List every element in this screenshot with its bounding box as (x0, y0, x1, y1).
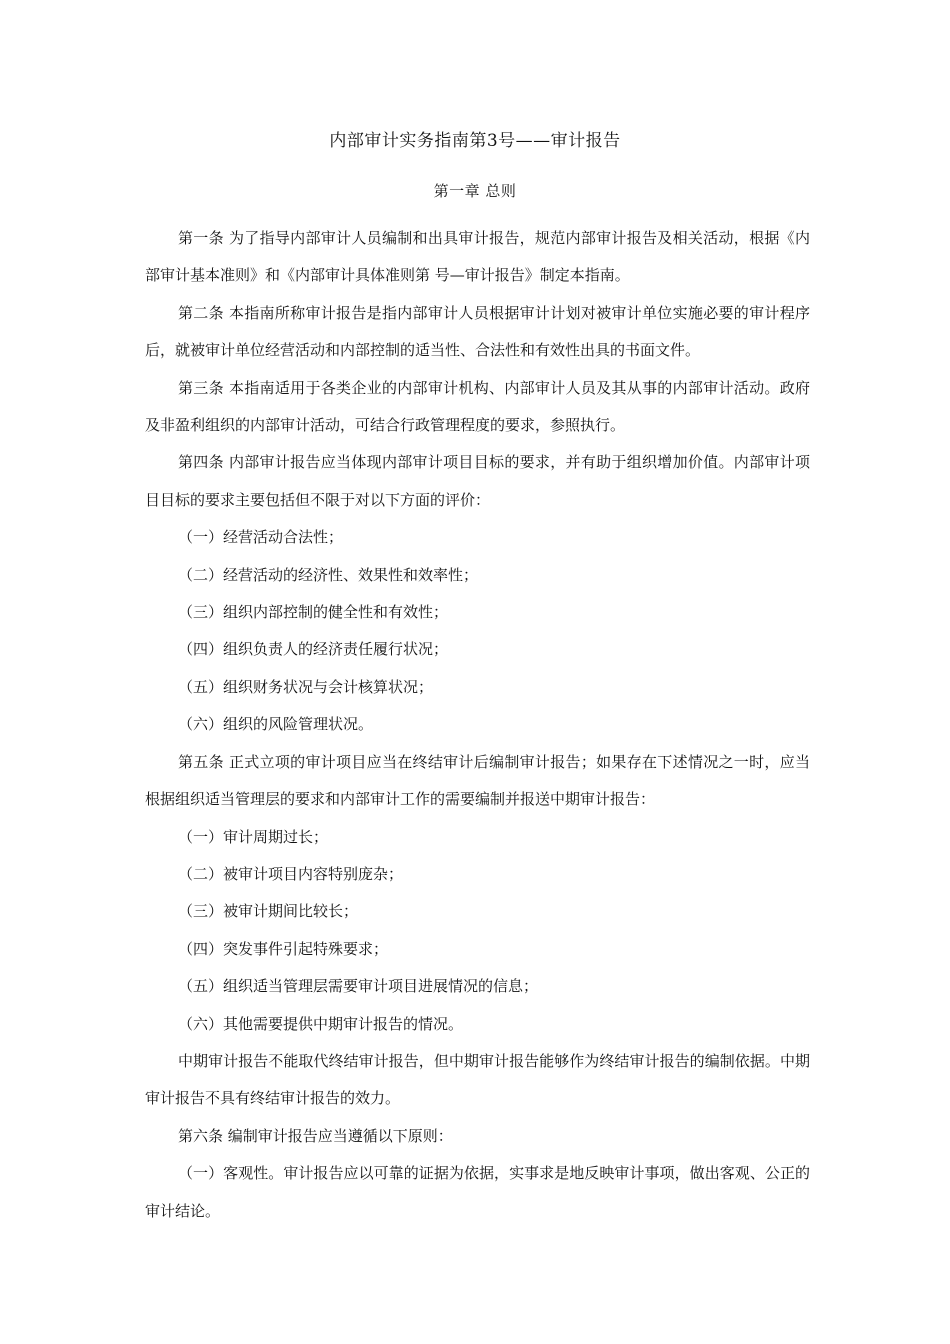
article-5: 第五条 正式立项的审计项目应当在终结审计后编制审计报告；如果存在下述情况之一时，应当根据组织适当管理层的要求和内部审计工作的需要编制并报送中期审计报告： (145, 752, 810, 809)
list-item: （一）经营活动合法性； (178, 528, 344, 547)
list-item: （四）突发事件引起特殊要求； (178, 939, 389, 958)
article-1: 第一条 为了指导内部审计人员编制和出具审计报告，规范内部审计报告及相关活动，根据《内部审计基本准则》和《内部审计具体准则第 号—审计报告》制定本指南。 (145, 229, 810, 285)
chapter-heading: 第一章 总则 (433, 182, 517, 200)
list-item: （二）经营活动的经济性、效果性和效率性； (178, 565, 479, 584)
list-item: （一）审计周期过长； (178, 827, 329, 846)
list-item: （五）组织财务状况与会计核算状况； (178, 677, 434, 696)
article-4: 第四条 内部审计报告应当体现内部审计项目目标的要求，并有助于组织增加价值。内部审计项目目标的要求主要包括但不限于对以下方面的评价： (145, 453, 810, 509)
article-3: 第三条 本指南适用于各类企业的内部审计机构、内部审计人员及其从事的内部审计活动。政府及非盈利组织的内部审计活动，可结合行政管理程度的要求，参照执行。 (145, 378, 810, 435)
article-6: 第六条 编制审计报告应当遵循以下原则： (178, 1126, 453, 1145)
article-2: 第二条 本指南所称审计报告是指内部审计人员根据审计计划对被审计单位实施必要的审计程序后，就被审计单位经营活动和内部控制的适当性、合法性和有效性出具的书面文件。 (145, 303, 810, 360)
list-item: （四）组织负责人的经济责任履行状况； (178, 640, 449, 659)
list-item: （六）组织的风险管理状况。 (178, 715, 374, 734)
list-item: （三）组织内部控制的健全性和有效性； (178, 603, 449, 622)
interim-report-note: 中期审计报告不能取代终结审计报告，但中期审计报告能够作为终结审计报告的编制依据。中期审计报告不具有终结审计报告的效力。 (145, 1051, 810, 1108)
list-item: （三）被审计期间比较长； (178, 902, 359, 921)
principle-objectivity: （一）客观性。审计报告应以可靠的证据为依据，实事求是地反映审计事项，做出客观、公正的审计结论。 (145, 1164, 810, 1220)
document-body (145, 220, 810, 1230)
document-title: 内部审计实务指南第3号——审计报告 (329, 131, 621, 151)
list-item: （六）其他需要提供中期审计报告的情况。 (178, 1014, 464, 1033)
list-item: （五）组织适当管理层需要审计项目进展情况的信息； (178, 977, 539, 996)
list-item: （二）被审计项目内容特别庞杂； (178, 864, 404, 883)
